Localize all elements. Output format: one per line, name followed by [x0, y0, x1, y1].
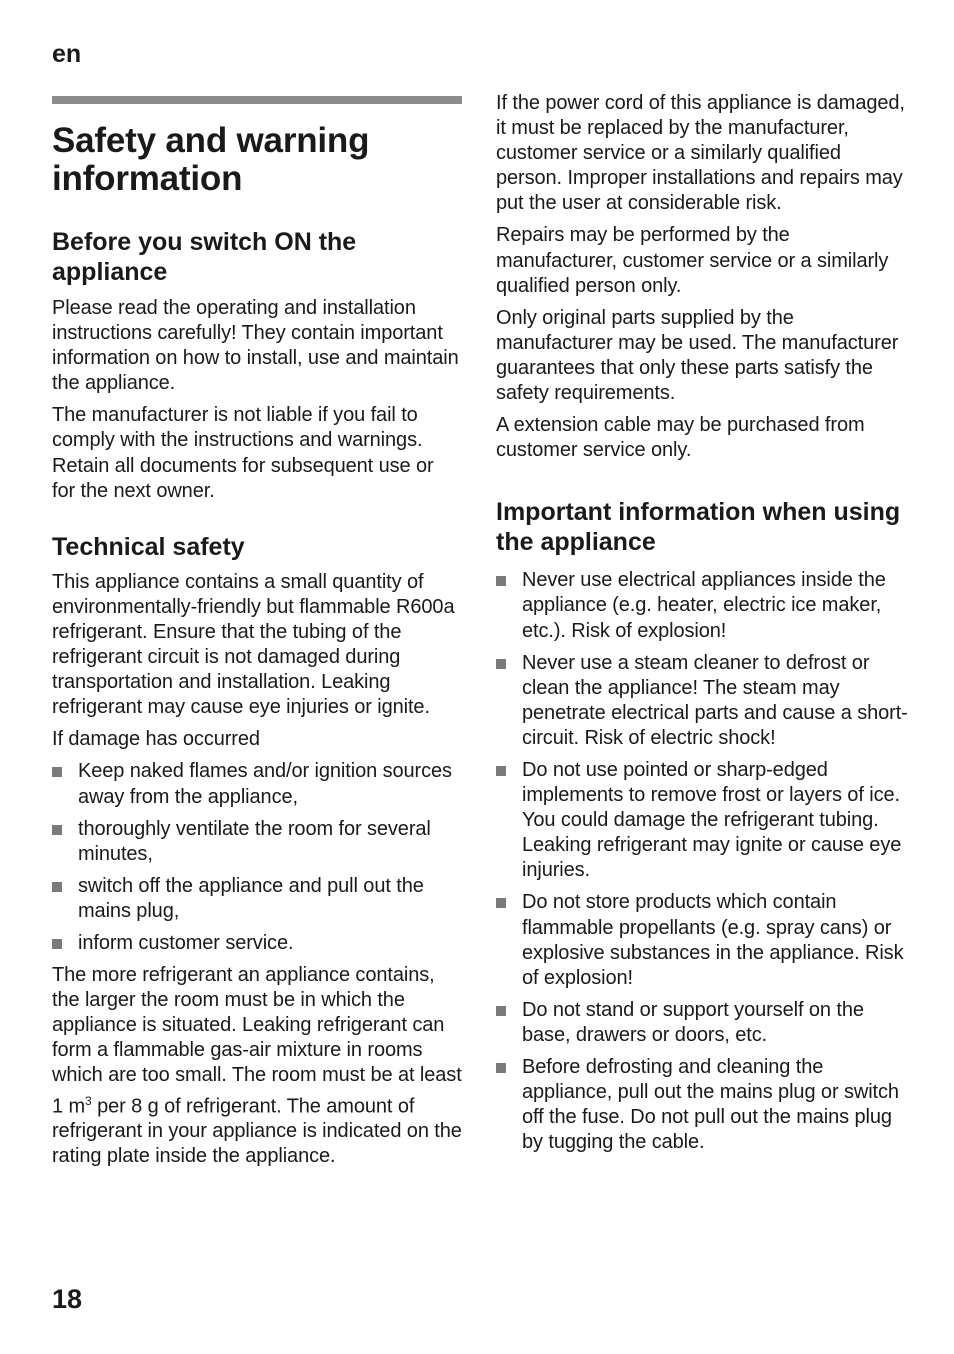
superscript: 3	[85, 1093, 92, 1108]
paragraph: A extension cable may be purchased from customer service only.	[496, 414, 865, 462]
list-item	[496, 758, 911, 883]
list-item	[496, 568, 911, 643]
section-heading-before-switch-on: Before you switch ON the appliance	[52, 228, 357, 286]
bullet-list-important	[496, 568, 911, 1155]
section-heading-technical-safety: Technical safety	[52, 532, 245, 561]
list-item-text: inform customer service.	[78, 931, 294, 954]
paragraph-text: The more refrigerant an appliance contains, the larger the room must be in which the appliance is situated. Leaking refrigerant can form a flammable gas-air mixture in rooms which are too small. The room must be at least 1 m	[52, 964, 462, 1118]
list-item-text: Do not stand or support yourself on the base, drawers or doors, etc.	[522, 998, 864, 1046]
list-item	[496, 890, 911, 990]
left-column	[52, 90, 462, 1176]
square-bullet-icon	[496, 898, 506, 908]
page-title: Safety and warning information	[52, 121, 370, 198]
paragraph-text: per 8 g of refrigerant. The amount of refrigerant in your appliance is indicated on the rating plate inside the appliance.	[52, 1095, 462, 1168]
page-number: 18	[52, 1284, 83, 1314]
list-item-text: Keep naked flames and/or ignition sources away from the appliance,	[78, 760, 452, 808]
paragraph: The manufacturer is not liable if you fail to comply with the instructions and warnings. Retain all documents for subsequent use or for the next owner.	[52, 404, 434, 502]
bullet-list-damage	[52, 759, 462, 956]
list-item	[52, 931, 462, 956]
section-rule	[52, 96, 462, 104]
list-item-text: thoroughly ventilate the room for several minutes,	[78, 817, 431, 865]
list-item-text: Never use electrical appliances inside the appliance (e.g. heater, electric ice maker, etc.). Risk of explosion!	[522, 569, 886, 642]
square-bullet-icon	[496, 1063, 506, 1073]
list-item-text: switch off the appliance and pull out the mains plug,	[78, 874, 424, 922]
section-heading-important-information: Important information when using the appliance	[496, 498, 901, 557]
square-bullet-icon	[52, 825, 62, 835]
paragraph: Only original parts supplied by the manufacturer may be used. The manufacturer guarantees that only these parts satisfy the safety requirements.	[496, 306, 899, 405]
paragraph: Please read the operating and installation instructions carefully! They contain important information on how to install, use and maintain the appliance.	[52, 297, 459, 395]
paragraph: If damage has occurred	[52, 728, 260, 751]
paragraph: Repairs may be performed by the manufacturer, customer service or a similarly qualified person only.	[496, 224, 889, 297]
list-item	[52, 817, 462, 867]
language-code: en	[52, 40, 82, 68]
list-item	[496, 651, 911, 751]
list-item-text: Never use a steam cleaner to defrost or clean the appliance! The steam may penetrate electrical parts and cause a short-circuit. Risk of electric shock!	[522, 651, 908, 749]
list-item	[496, 998, 911, 1048]
list-item	[52, 874, 462, 924]
square-bullet-icon	[496, 576, 506, 586]
list-item-text: Do not store products which contain flammable propellants (e.g. spray cans) or explosive substances in the appliance. Risk of explosion!	[522, 891, 904, 989]
square-bullet-icon	[52, 767, 62, 777]
paragraph: This appliance contains a small quantity of environmentally-friendly but flammable R600a refrigerant. Ensure that the tubing of the refrigerant circuit is not damaged during transportation and installation. Leaking refrigerant may cause eye injuries or ignite.	[52, 570, 455, 719]
list-item-text: Before defrosting and cleaning the appliance, pull out the mains plug or switch off the fuse. Do not pull out the mains plug by tugging the cable.	[522, 1056, 899, 1154]
square-bullet-icon	[52, 882, 62, 892]
list-item-text: Do not use pointed or sharp-edged implements to remove frost or layers of ice. You could damage the refrigerant tubing. Leaking refrigerant may ignite or cause eye injuries.	[522, 758, 902, 882]
square-bullet-icon	[496, 766, 506, 776]
list-item	[52, 759, 462, 809]
paragraph: If the power cord of this appliance is damaged, it must be replaced by the manufacturer, customer service or a similarly qualified person. Improper installations and repairs may put the user at considerable risk.	[496, 92, 905, 215]
list-item	[496, 1055, 911, 1155]
square-bullet-icon	[52, 939, 62, 949]
square-bullet-icon	[496, 659, 506, 669]
paragraph	[52, 963, 462, 1169]
right-column	[496, 90, 911, 1162]
square-bullet-icon	[496, 1006, 506, 1016]
